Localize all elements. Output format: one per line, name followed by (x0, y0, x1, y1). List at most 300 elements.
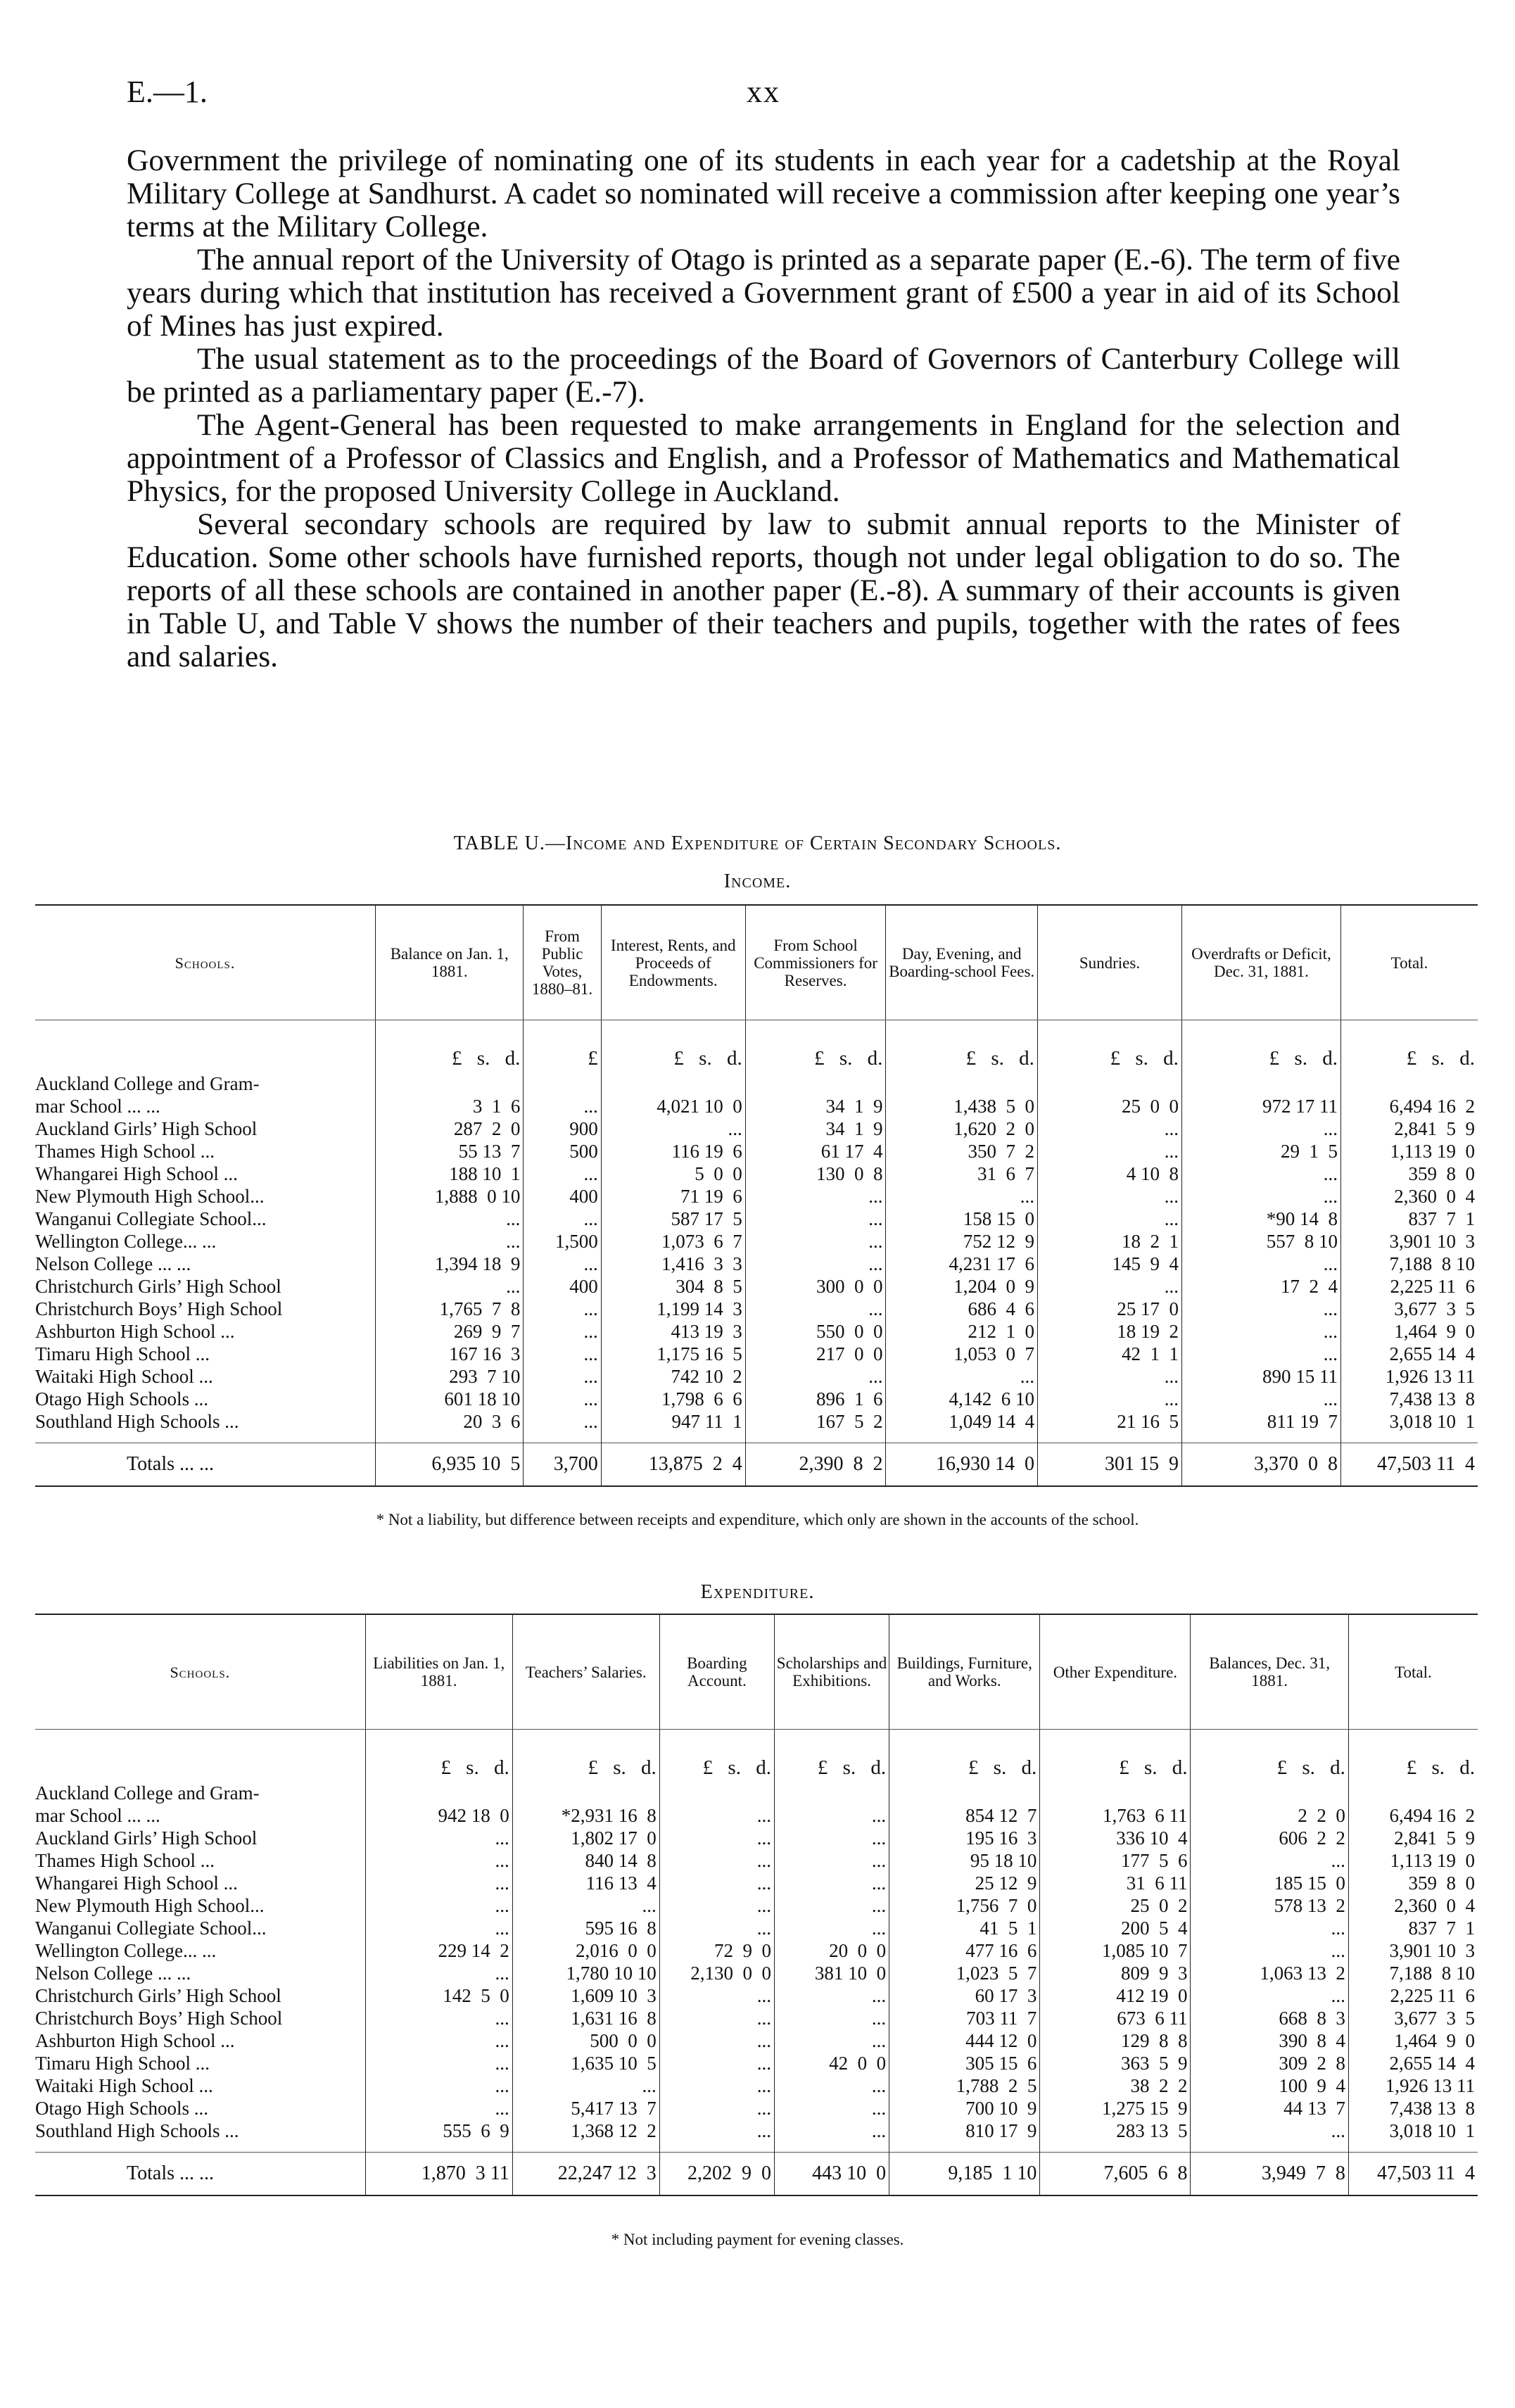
cell: £ s. d. (659, 1730, 774, 1782)
income-col-header: From Public Votes, 1880–81. (524, 905, 601, 1020)
cell: ... (745, 1365, 886, 1388)
cell (1348, 1782, 1478, 1804)
cell: ... (365, 1872, 512, 1894)
cell: 1,926 13 11 (1348, 2074, 1478, 2097)
row-label: Otago High Schools ... (35, 2098, 208, 2119)
cell: 1,085 10 7 (1040, 1939, 1191, 1962)
table-row (35, 2007, 1478, 2029)
cell: 900 (524, 1117, 601, 1140)
cell (601, 1072, 745, 1095)
cell: 443 10 0 (774, 2153, 889, 2196)
cell (376, 1072, 524, 1095)
cell: 1,464 9 0 (1348, 2029, 1478, 2052)
row-label: Totals ... ... (35, 2153, 365, 2196)
table-row (35, 1208, 1478, 1230)
expenditure-col-header: Buildings, Furniture, and Works. (889, 1614, 1040, 1730)
row-label: Nelson College ... ... (35, 1253, 191, 1274)
table-row (35, 1849, 1478, 1872)
cell: 1,631 16 8 (512, 2007, 659, 2029)
cell: 129 8 8 (1040, 2029, 1191, 2052)
row-label: Christchurch Girls’ High School (35, 1276, 281, 1297)
cell: £ (524, 1020, 601, 1073)
cell (524, 1072, 601, 1095)
cell (889, 1782, 1040, 1804)
cell: 20 3 6 (376, 1410, 524, 1433)
cell: 1,765 7 8 (376, 1298, 524, 1320)
cell: 578 13 2 (1191, 1894, 1348, 1917)
cell: 4,021 10 0 (601, 1095, 745, 1117)
cell: ... (365, 1917, 512, 1939)
cell: 6,494 16 2 (1348, 1804, 1478, 1827)
cell: 7,438 13 8 (1340, 1388, 1478, 1410)
spacer-cell (1037, 1433, 1181, 1443)
paragraph: The Agent-General has been requested to make arrangements in England for the selection and appointment of a Professor of Classics and English, and a Professor of Mathematics and Mathematical Physics, for the proposed University College in Auckland. (127, 408, 1400, 508)
spacer-cell (886, 1433, 1038, 1443)
cell: ... (1191, 2119, 1348, 2142)
cell: 1,113 19 0 (1340, 1140, 1478, 1162)
spacer-cell (524, 1433, 601, 1443)
row-label: Wanganui Collegiate School... (35, 1208, 267, 1229)
cell: 7,605 6 8 (1040, 2153, 1191, 2196)
cell: 31 6 7 (886, 1162, 1038, 1185)
spacer-cell (35, 1433, 376, 1443)
cell: 606 2 2 (1191, 1827, 1348, 1849)
table-row (35, 2119, 1478, 2142)
cell: 1,464 9 0 (1340, 1320, 1478, 1343)
cell: 2,016 0 0 (512, 1939, 659, 1962)
cell: 1,438 5 0 (886, 1095, 1038, 1117)
cell: 3,901 10 3 (1348, 1939, 1478, 1962)
cell: 55 13 7 (376, 1140, 524, 1162)
cell: 217 0 0 (745, 1343, 886, 1365)
table-row (35, 2074, 1478, 2097)
row-label (35, 1730, 365, 1782)
cell: ... (659, 1984, 774, 2007)
table-row (35, 1230, 1478, 1253)
cell: 2,360 0 4 (1340, 1185, 1478, 1208)
cell: 947 11 1 (601, 1410, 745, 1433)
income-table (35, 904, 1478, 1487)
cell: 116 19 6 (601, 1140, 745, 1162)
cell: 200 5 4 (1040, 1917, 1191, 1939)
cell: 3,700 (524, 1443, 601, 1487)
cell: 7,188 8 10 (1348, 1962, 1478, 1984)
cell: 22,247 12 3 (512, 2153, 659, 2196)
income-col-header: Day, Evening, and Boarding-school Fees. (886, 905, 1038, 1020)
spacer-cell (1348, 2142, 1478, 2153)
cell: ... (524, 1320, 601, 1343)
cell: 309 2 8 (1191, 2052, 1348, 2074)
cell: 1,620 2 0 (886, 1117, 1038, 1140)
cell: ... (1181, 1343, 1340, 1365)
cell: ... (659, 2029, 774, 2052)
cell: 305 15 6 (889, 2052, 1040, 2074)
cell: 1,888 0 10 (376, 1185, 524, 1208)
cell: 1,053 0 7 (886, 1343, 1038, 1365)
cell: 2,202 9 0 (659, 2153, 774, 2196)
spacer-cell (1040, 2142, 1191, 2153)
cell: 5 0 0 (601, 1162, 745, 1185)
cell: 1,609 10 3 (512, 1984, 659, 2007)
cell: ... (659, 1849, 774, 1872)
cell: 188 10 1 (376, 1162, 524, 1185)
income-col-header: Balance on Jan. 1, 1881. (376, 905, 524, 1020)
cell: 400 (524, 1185, 601, 1208)
row-label: Nelson College ... ... (35, 1963, 191, 1984)
cell: 1,763 6 11 (1040, 1804, 1191, 1827)
cell: ... (774, 2007, 889, 2029)
row-label: Auckland College and Gram- (35, 1782, 260, 1804)
expenditure-col-header: Liabilities on Jan. 1, 1881. (365, 1614, 512, 1730)
cell: 293 7 10 (376, 1365, 524, 1388)
cell: 752 12 9 (886, 1230, 1038, 1253)
cell: 412 19 0 (1040, 1984, 1191, 2007)
cell: ... (1191, 1939, 1348, 1962)
cell: 16,930 14 0 (886, 1443, 1038, 1487)
cell: 142 5 0 (365, 1984, 512, 2007)
cell (886, 1072, 1038, 1095)
row-label (35, 1020, 376, 1073)
cell: £ s. d. (1181, 1020, 1340, 1073)
cell: 587 17 5 (601, 1208, 745, 1230)
row-label: Auckland Girls’ High School (35, 1827, 258, 1849)
cell: 601 18 10 (376, 1388, 524, 1410)
cell: 350 7 2 (886, 1140, 1038, 1162)
row-label: Christchurch Girls’ High School (35, 1985, 281, 2006)
cell: 686 4 6 (886, 1298, 1038, 1320)
cell: 41 5 1 (889, 1917, 1040, 1939)
cell: 300 0 0 (745, 1275, 886, 1298)
cell: 972 17 11 (1181, 1095, 1340, 1117)
cell: 3,018 10 1 (1340, 1410, 1478, 1433)
cell: 7,438 13 8 (1348, 2097, 1478, 2119)
cell: ... (524, 1298, 601, 1320)
cell: ... (524, 1343, 601, 1365)
cell: ... (365, 2074, 512, 2097)
cell: 25 12 9 (889, 1872, 1040, 1894)
cell: 61 17 4 (745, 1140, 886, 1162)
cell: *2,931 16 8 (512, 1804, 659, 1827)
cell: 158 15 0 (886, 1208, 1038, 1230)
cell: ... (774, 1894, 889, 1917)
income-col-header: Total. (1340, 905, 1478, 1020)
table-row (35, 1275, 1478, 1298)
spacer-cell (774, 2142, 889, 2153)
cell: £ s. d. (512, 1730, 659, 1782)
row-label: Wellington College... ... (35, 1940, 217, 1961)
cell: £ s. d. (365, 1730, 512, 1782)
cell: ... (1037, 1365, 1181, 1388)
cell: 550 0 0 (745, 1320, 886, 1343)
cell: 1,788 2 5 (889, 2074, 1040, 2097)
cell: 71 19 6 (601, 1185, 745, 1208)
table-row (35, 2097, 1478, 2119)
cell: 34 1 9 (745, 1117, 886, 1140)
cell: 42 1 1 (1037, 1343, 1181, 1365)
cell: 195 16 3 (889, 1827, 1040, 1849)
cell (1037, 1072, 1181, 1095)
table-row (35, 1984, 1478, 2007)
spacer-cell (365, 2142, 512, 2153)
row-label: Ashburton High School ... (35, 2030, 235, 2051)
cell: ... (1181, 1298, 1340, 1320)
cell: 301 15 9 (1037, 1443, 1181, 1487)
table-title (0, 832, 1515, 855)
cell: ... (1191, 1849, 1348, 1872)
cell: ... (524, 1365, 601, 1388)
table-row (35, 1072, 1478, 1095)
expenditure-col-header: Other Expenditure. (1040, 1614, 1191, 1730)
table-row (35, 1185, 1478, 1208)
income-col-header: Interest, Rents, and Proceeds of Endowments. (601, 905, 745, 1020)
cell: £ s. d. (1348, 1730, 1478, 1782)
cell: ... (1037, 1140, 1181, 1162)
totals-row (35, 2153, 1478, 2196)
expenditure-caption: Expenditure. (700, 1581, 815, 1603)
cell: ... (774, 2029, 889, 2052)
cell: ... (659, 2119, 774, 2142)
cell: 31 6 11 (1040, 1872, 1191, 1894)
row-label: Timaru High School ... (35, 2053, 210, 2074)
cell: 287 2 0 (376, 1117, 524, 1140)
row-label: mar School ... ... (35, 1096, 160, 1117)
cell: 177 5 6 (1040, 1849, 1191, 1872)
cell: ... (376, 1275, 524, 1298)
cell: 811 19 7 (1181, 1410, 1340, 1433)
row-label: Timaru High School ... (35, 1343, 210, 1364)
cell: 810 17 9 (889, 2119, 1040, 2142)
cell: 18 2 1 (1037, 1230, 1181, 1253)
cell (774, 1782, 889, 1804)
body-text (127, 144, 1400, 673)
cell: 60 17 3 (889, 1984, 1040, 2007)
cell: 1,023 5 7 (889, 1962, 1040, 1984)
table-title-prefix: TABLE U.— (453, 832, 566, 854)
row-label: Christchurch Boys’ High School (35, 1298, 283, 1319)
income-footnote: * Not a liability, but difference between receipts and expenditure, which only are shown in the accounts of the school. (376, 1511, 1139, 1528)
spacer-row (35, 2142, 1478, 2153)
page-header (127, 74, 1400, 123)
cell: 25 0 0 (1037, 1095, 1181, 1117)
spacer-cell (1340, 1433, 1478, 1443)
expenditure-col-header: Balances, Dec. 31, 1881. (1191, 1614, 1348, 1730)
cell: 20 0 0 (774, 1939, 889, 1962)
paragraph: Government the privilege of nominating one of its students in each year for a cadetship at the Royal Military College at Sandhurst. A cadet so nominated will receive a commission after keeping one year’s terms at the Military College. (127, 144, 1400, 243)
cell: ... (886, 1365, 1038, 1388)
cell: ... (524, 1208, 601, 1230)
cell: 890 15 11 (1181, 1365, 1340, 1388)
cell: 1,199 14 3 (601, 1298, 745, 1320)
cell: 38 2 2 (1040, 2074, 1191, 2097)
income-col-header: Schools. (35, 905, 376, 1020)
cell: 3,370 0 8 (1181, 1443, 1340, 1487)
cell: 381 10 0 (774, 1962, 889, 1984)
table-row (35, 1872, 1478, 1894)
cell: 130 0 8 (745, 1162, 886, 1185)
expenditure-col-header: Teachers’ Salaries. (512, 1614, 659, 1730)
cell: 1,368 12 2 (512, 2119, 659, 2142)
income-col-header: Overdrafts or Deficit, Dec. 31, 1881. (1181, 905, 1340, 1020)
cell: 1,926 13 11 (1340, 1365, 1478, 1388)
cell: 840 14 8 (512, 1849, 659, 1872)
cell: 1,756 7 0 (889, 1894, 1040, 1917)
cell (1340, 1072, 1478, 1095)
cell: £ s. d. (376, 1020, 524, 1073)
cell: 167 16 3 (376, 1343, 524, 1365)
row-label: Whangarei High School ... (35, 1872, 238, 1894)
cell: 100 9 4 (1191, 2074, 1348, 2097)
table-row (35, 2052, 1478, 2074)
cell: ... (659, 2007, 774, 2029)
cell: 116 13 4 (512, 1872, 659, 1894)
table-row (35, 1410, 1478, 1433)
spacer-cell (1181, 1433, 1340, 1443)
cell: 3,677 3 5 (1348, 2007, 1478, 2029)
cell: 1,204 0 9 (886, 1275, 1038, 1298)
cell: 703 11 7 (889, 2007, 1040, 2029)
cell: 2,225 11 6 (1348, 1984, 1478, 2007)
table-row (35, 1095, 1478, 1117)
cell: £ s. d. (745, 1020, 886, 1073)
cell: 700 10 9 (889, 2097, 1040, 2119)
cell: £ s. d. (1037, 1020, 1181, 1073)
row-label: Auckland College and Gram- (35, 1073, 260, 1094)
cell: 1,798 6 6 (601, 1388, 745, 1410)
cell: ... (774, 2119, 889, 2142)
cell: ... (524, 1095, 601, 1117)
cell: 167 5 2 (745, 1410, 886, 1433)
cell: 854 12 7 (889, 1804, 1040, 1827)
cell: ... (1037, 1275, 1181, 1298)
cell: ... (745, 1185, 886, 1208)
cell: ... (365, 2007, 512, 2029)
cell: 2,655 14 4 (1340, 1343, 1478, 1365)
cell: ... (1181, 1117, 1340, 1140)
page-code: E.—1. (127, 75, 208, 109)
table-row (35, 1388, 1478, 1410)
cell: 72 9 0 (659, 1939, 774, 1962)
cell: ... (1181, 1388, 1340, 1410)
cell: 668 8 3 (1191, 2007, 1348, 2029)
table-row (35, 1917, 1478, 1939)
row-label: Auckland Girls’ High School (35, 1118, 258, 1139)
cell: 5,417 13 7 (512, 2097, 659, 2119)
spacer-cell (1191, 2142, 1348, 2153)
cell: 47,503 11 4 (1340, 1443, 1478, 1487)
cell: *90 14 8 (1181, 1208, 1340, 1230)
cell: 2,225 11 6 (1340, 1275, 1478, 1298)
cell: 212 1 0 (886, 1320, 1038, 1343)
cell: 336 10 4 (1040, 1827, 1191, 1849)
cell: ... (365, 1849, 512, 1872)
cell: ... (1181, 1185, 1340, 1208)
cell: 304 8 5 (601, 1275, 745, 1298)
table-row (35, 1343, 1478, 1365)
cell: 742 10 2 (601, 1365, 745, 1388)
spacer-cell (659, 2142, 774, 2153)
cell: ... (601, 1117, 745, 1140)
cell: ... (659, 2052, 774, 2074)
cell: ... (1181, 1320, 1340, 1343)
cell: ... (886, 1185, 1038, 1208)
table-row (35, 1298, 1478, 1320)
cell: 942 18 0 (365, 1804, 512, 1827)
row-label: Southland High Schools ... (35, 1411, 239, 1432)
cell: ... (774, 2074, 889, 2097)
cell: 6,935 10 5 (376, 1443, 524, 1487)
cell: 17 2 4 (1181, 1275, 1340, 1298)
cell: 477 16 6 (889, 1939, 1040, 1962)
cell: 95 18 10 (889, 1849, 1040, 1872)
expenditure-table (35, 1614, 1478, 2196)
cell (512, 1782, 659, 1804)
cell: ... (774, 1804, 889, 1827)
cell: 3,677 3 5 (1340, 1298, 1478, 1320)
table-row (35, 1894, 1478, 1917)
spacer-cell (35, 2142, 365, 2153)
cell: ... (512, 1894, 659, 1917)
cell: 444 12 0 (889, 2029, 1040, 2052)
cell: 9,185 1 10 (889, 2153, 1040, 2196)
row-label: New Plymouth High School... (35, 1186, 265, 1207)
cell: 4 10 8 (1037, 1162, 1181, 1185)
cell (659, 1782, 774, 1804)
cell: ... (1037, 1388, 1181, 1410)
cell: ... (1181, 1162, 1340, 1185)
cell: £ s. d. (601, 1020, 745, 1073)
row-label: Wellington College... ... (35, 1231, 217, 1252)
row-label: Totals ... ... (35, 1443, 376, 1487)
cell: 1,073 6 7 (601, 1230, 745, 1253)
cell: ... (745, 1230, 886, 1253)
page-number: xx (747, 75, 780, 109)
cell: 42 0 0 (774, 2052, 889, 2074)
cell: ... (659, 1872, 774, 1894)
cell: £ s. d. (886, 1020, 1038, 1073)
row-label: Thames High School ... (35, 1850, 215, 1871)
row-label: Whangarei High School ... (35, 1163, 238, 1184)
table-row (35, 1962, 1478, 1984)
cell: 1,870 3 11 (365, 2153, 512, 2196)
cell: 500 0 0 (512, 2029, 659, 2052)
cell: 21 16 5 (1037, 1410, 1181, 1433)
cell: ... (524, 1410, 601, 1433)
cell: 3,901 10 3 (1340, 1230, 1478, 1253)
cell: 673 6 11 (1040, 2007, 1191, 2029)
cell: 29 1 5 (1181, 1140, 1340, 1162)
cell: 1,063 13 2 (1191, 1962, 1348, 1984)
cell: ... (365, 1894, 512, 1917)
table-row (35, 1253, 1478, 1275)
row-label: mar School ... ... (35, 1805, 160, 1826)
cell: ... (745, 1298, 886, 1320)
cell: ... (524, 1388, 601, 1410)
row-label: New Plymouth High School... (35, 1895, 265, 1916)
spacer-row (35, 1433, 1478, 1443)
cell: 6,494 16 2 (1340, 1095, 1478, 1117)
cell: 3,018 10 1 (1348, 2119, 1478, 2142)
cell: ... (774, 1917, 889, 1939)
cell: ... (524, 1162, 601, 1185)
cell: ... (774, 1872, 889, 1894)
cell: 400 (524, 1275, 601, 1298)
expenditure-col-header: Schools. (35, 1614, 365, 1730)
table-row (35, 1320, 1478, 1343)
cell: 229 14 2 (365, 1939, 512, 1962)
cell: 1,416 3 3 (601, 1253, 745, 1275)
cell: ... (1037, 1208, 1181, 1230)
cell: 3 1 6 (376, 1095, 524, 1117)
